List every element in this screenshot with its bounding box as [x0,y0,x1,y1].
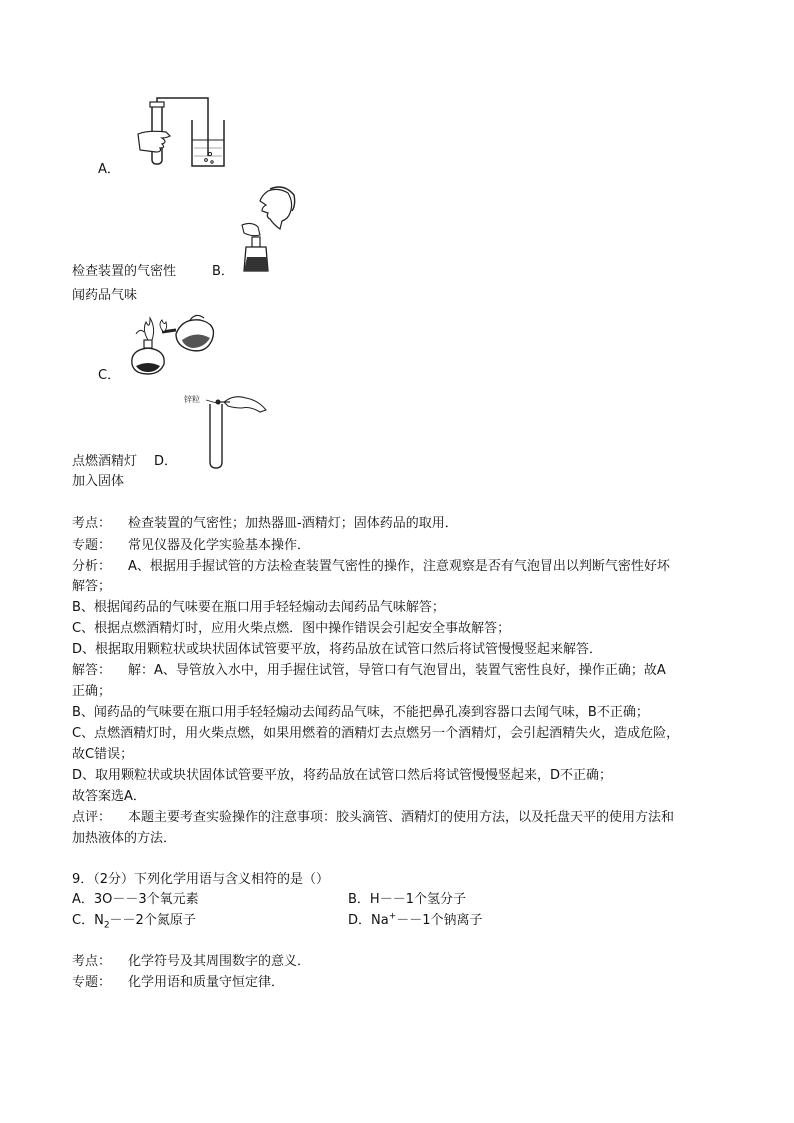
option-c-letter: C． [98,368,121,383]
option-a-letter: A． [98,162,120,177]
figure-airtightness-check [126,96,230,172]
q9-kaodian-text: 化学符号及其周围数字的意义． [128,954,311,969]
zinc-granule-label: 锌粒 [184,395,200,404]
jieda-line-a: 解：A、导管放入水中，用手握住试管，导管口有气泡冒出，装置气密性良好，操作正确；故A [128,663,666,678]
q9-option-c-subscript: 2 [103,920,110,931]
jieda-line-c: C、点燃酒精灯时，用火柴点燃，如果用燃着的酒精灯去点燃另一个酒精灯，会引起酒精失火，造成危险， [72,726,680,741]
fenxi-line-a-cont: 解答； [72,579,112,594]
q9-option-a [72,890,199,910]
fenxi-line-a: A、根据用手握试管的方法检查装置气密性的操作，注意观察是否有气泡冒出以判断气密性好坏 [128,559,670,574]
fenxi-line-d: D、根据取用颗粒状或块状固体试管要平放，将药品放在试管口然后将试管慢慢竖起来解答． [72,642,603,657]
option-d-caption: 加入固体 [72,474,125,489]
zhuanti-label: 专题： [72,538,112,553]
question-9-stem: 9．（2分）下列化学用语与含义相符的是（） [72,872,330,887]
jieda-line-d: D、取用颗粒状或块状固体试管要平放，将药品放在试管口然后将试管慢慢竖起来，D不正确； [72,768,613,783]
q9-option-b-text: H－－1个氢分子 [369,892,466,907]
jieda-line-a-cont: 正确； [72,684,112,699]
fenxi-line-c: C、根据点燃酒精灯时，应用火柴点燃．图中操作错误会引起安全事故解答； [72,621,511,636]
option-c-caption: 点燃酒精灯 [72,454,138,469]
q9-option-d-text: －－1个钠离子 [396,913,483,928]
q9-option-d [348,911,483,931]
q9-option-c-prefix: C． [72,913,95,928]
zhuanti-text: 常见仪器及化学实验基本操作． [128,538,311,553]
option-b-caption: 闻药品气味 [72,288,138,303]
q9-option-d-superscript: + [388,911,397,922]
q9-zhuanti-text: 化学用语和质量守恒定律． [128,975,285,990]
jieda-line-b: B、闻药品的气味要在瓶口用手轻轻煽动去闻药品气味，不能把鼻孔凑到容器口去闻气味，B不正确； [72,705,649,720]
option-a-caption: 检查装置的气密性 [72,264,177,279]
option-b-letter: B． [212,264,234,279]
kaodian-label: 考点： [72,516,112,531]
fenxi-label: 分析： [72,559,112,574]
figure-smell-chemical [238,185,298,275]
q9-option-c [72,911,196,931]
option-d-letter: D． [154,454,178,469]
q9-option-c-symbol: N [94,913,104,928]
dianping-line-1: 本题主要考查实验操作的注意事项：胶头滴管、酒精灯的使用方法，以及托盘天平的使用方法和 [128,810,675,825]
q9-zhuanti-label: 专题： [72,975,112,990]
q9-option-d-symbol: Na [371,913,389,928]
q9-kaodian-label: 考点： [72,954,112,969]
dianping-line-2: 加热液体的方法． [72,831,177,846]
jieda-label: 解答： [72,663,112,678]
kaodian-text: 检查装置的气密性；加热器皿-酒精灯；固体药品的取用． [128,516,458,531]
jieda-conclusion: 故答案选A． [72,789,146,804]
q9-option-b-prefix: B． [348,892,370,907]
q9-option-c-text: －－2个氮原子 [109,913,196,928]
q9-option-a-text: 3O－－3个氧元素 [93,892,199,907]
dianping-label: 点评： [72,810,112,825]
fenxi-line-b: B、根据闻药品的气味要在瓶口用手轻轻煽动去闻药品气味解答； [72,600,445,615]
figure-add-solid [184,390,272,470]
figure-light-alcohol-lamp [126,310,222,380]
q9-option-b [348,890,466,910]
q9-option-d-prefix: D． [348,913,372,928]
q9-option-a-prefix: A． [72,892,94,907]
jieda-line-c-cont: 故C错误； [72,747,134,762]
